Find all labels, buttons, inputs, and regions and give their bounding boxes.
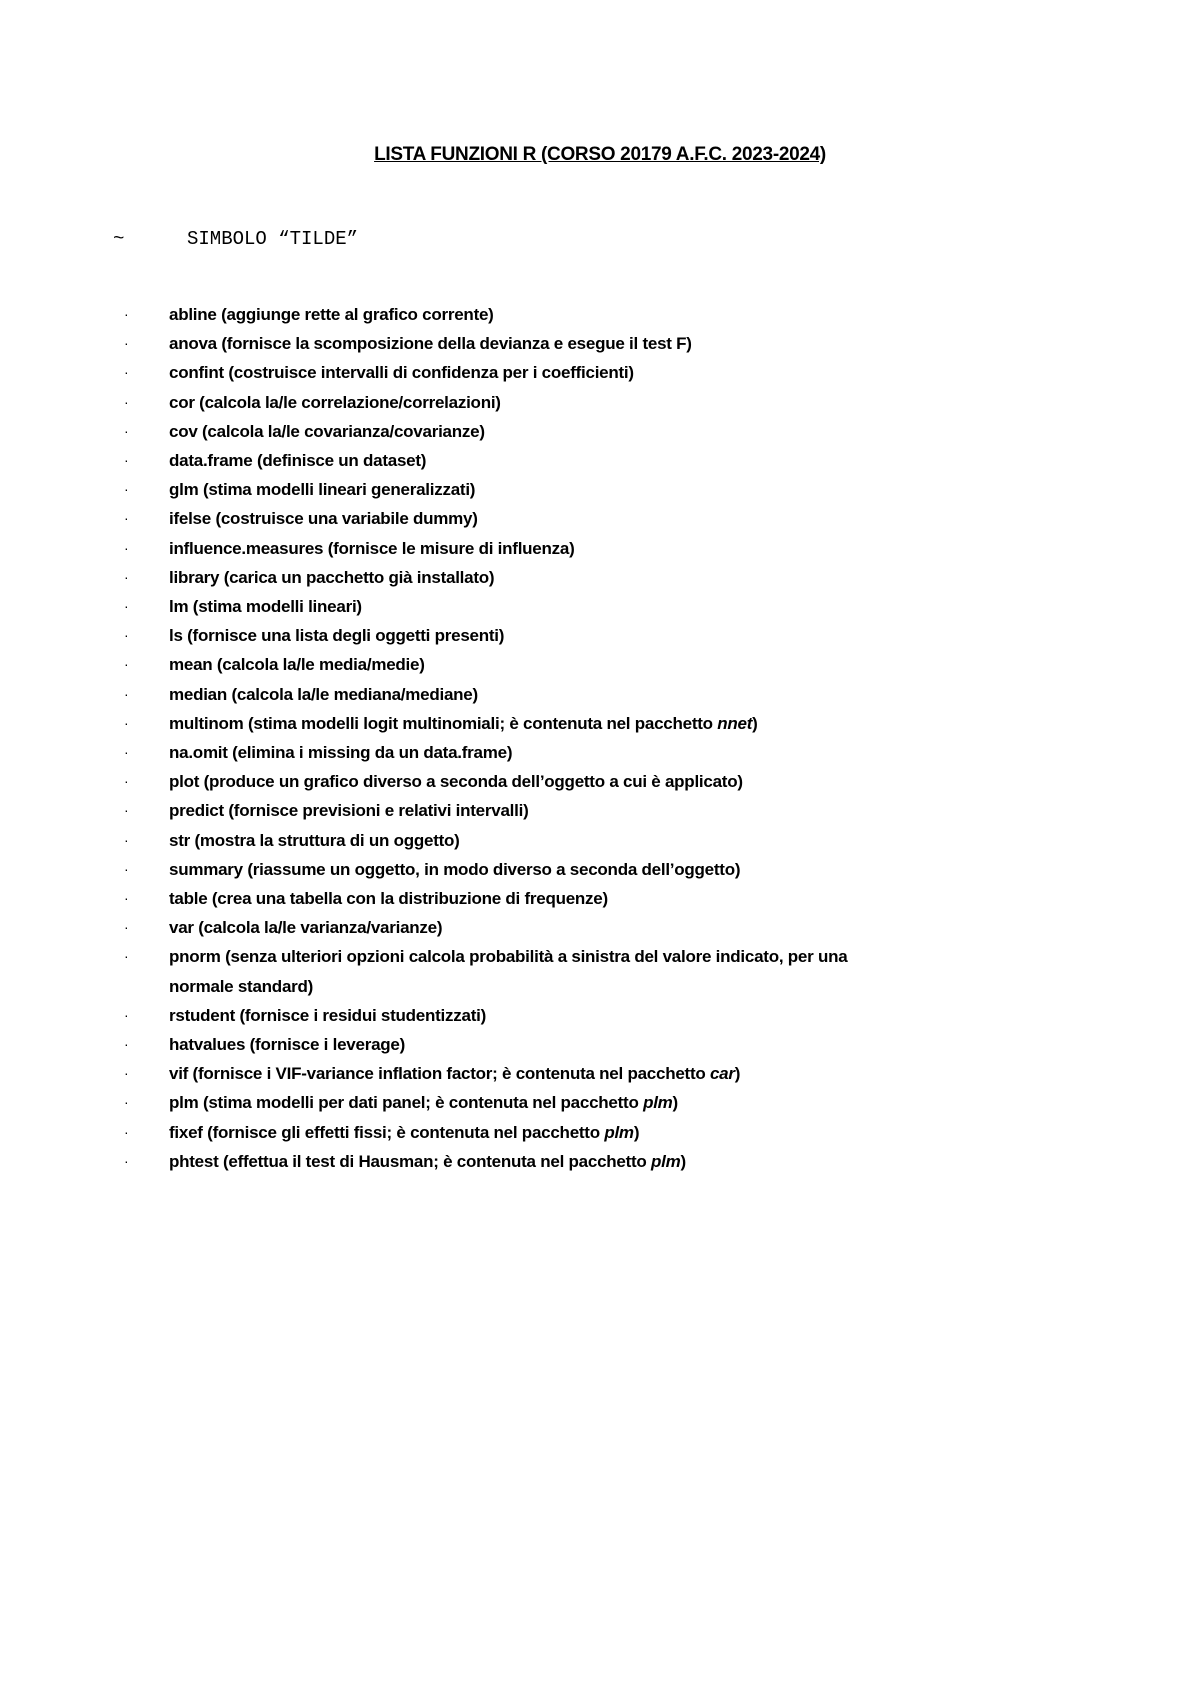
bullet-icon: · (124, 364, 129, 381)
list-item-text: pnorm (senza ulteriori opzioni calcola probabilità a sinistra del valore indicato, per una (169, 947, 848, 967)
bullet-icon: · (124, 510, 129, 527)
list-item-text: str (mostra la struttura di un oggetto) (169, 830, 460, 850)
bullet-icon: · (124, 1065, 129, 1082)
bullet-icon: · (124, 568, 129, 585)
package-name: plm (604, 1122, 634, 1142)
list-item-text: glm (stima modelli lineari generalizzati) (169, 480, 476, 500)
list-item (0, 1001, 1200, 1030)
list-item-text: rstudent (fornisce i residui studentizzati) (169, 1005, 487, 1025)
list-item-text: cor (calcola la/le correlazione/correlazioni) (169, 392, 501, 412)
bullet-icon: · (124, 831, 129, 848)
list-item (0, 1118, 1200, 1147)
list-item-text: ifelse (costruisce una variabile dummy) (169, 509, 478, 529)
bullet-icon: · (124, 802, 129, 819)
list-item (0, 796, 1200, 825)
bullet-icon: · (124, 744, 129, 761)
bullet-icon: · (124, 685, 129, 702)
bullet-icon: · (124, 1094, 129, 1111)
list-item (0, 942, 1200, 1000)
list-item-text: influence.measures (fornisce le misure di influenza) (169, 538, 575, 558)
bullet-icon: · (124, 452, 129, 469)
bullet-icon: · (124, 335, 129, 352)
bullet-icon: · (124, 948, 129, 965)
list-item (0, 563, 1200, 592)
list-item (0, 884, 1200, 913)
list-item-text: lm (stima modelli lineari) (169, 597, 362, 617)
bullet-icon: · (124, 481, 129, 498)
list-item (0, 738, 1200, 767)
list-item-text: predict (fornisce previsioni e relativi intervalli) (169, 801, 529, 821)
bullet-icon: · (124, 539, 129, 556)
list-item-suffix: ) (633, 1122, 640, 1142)
list-item (0, 1088, 1200, 1117)
list-item-text: median (calcola la/le mediana/mediane) (169, 684, 478, 704)
list-item (0, 300, 1200, 329)
list-item (0, 358, 1200, 387)
package-name: nnet (717, 713, 753, 733)
list-item-text: mean (calcola la/le media/medie) (169, 655, 425, 675)
bullet-icon: · (124, 919, 129, 936)
tilde-symbol: ~ (113, 228, 125, 250)
list-item (0, 767, 1200, 796)
list-item (0, 621, 1200, 650)
bullet-icon: · (124, 714, 129, 731)
bullet-icon: · (124, 422, 129, 439)
list-item (0, 855, 1200, 884)
list-item-text: summary (riassume un oggetto, in modo diverso a seconda dell’oggetto) (169, 859, 741, 879)
list-item-text: cov (calcola la/le covarianza/covarianze) (169, 421, 485, 441)
list-item (0, 504, 1200, 533)
list-item-text: fixef (fornisce gli effetti fissi; è contenuta nel pacchetto (169, 1122, 605, 1142)
list-item-suffix: ) (672, 1093, 678, 1113)
bullet-icon: · (124, 1036, 129, 1053)
list-item (0, 913, 1200, 942)
function-list (0, 300, 1200, 1176)
list-item (0, 680, 1200, 709)
bullet-icon: · (124, 627, 129, 644)
bullet-icon: · (124, 860, 129, 877)
tilde-label: SIMBOLO “TILDE” (187, 228, 359, 250)
list-item-text: data.frame (definisce un dataset) (169, 451, 427, 471)
list-item-text: anova (fornisce la scomposizione della devianza e esegue il test F) (169, 334, 692, 354)
bullet-icon: · (124, 598, 129, 615)
bullet-icon: · (124, 773, 129, 790)
list-item-text: plot (produce un grafico diverso a seconda dell’oggetto a cui è applicato) (169, 772, 743, 792)
list-item (0, 826, 1200, 855)
list-item (0, 1147, 1200, 1176)
list-item-text: confint (costruisce intervalli di confidenza per i coefficienti) (169, 363, 634, 383)
list-item-text: na.omit (elimina i missing da un data.frame) (169, 743, 513, 763)
bullet-icon: · (124, 1152, 129, 1169)
list-item-suffix: ) (734, 1064, 741, 1084)
document-title: LISTA FUNZIONI R (CORSO 20179 A.F.C. 2023-2024) (374, 144, 826, 165)
list-item-text: hatvalues (fornisce i leverage) (169, 1035, 406, 1055)
list-item (0, 650, 1200, 679)
list-item (0, 592, 1200, 621)
list-item (0, 446, 1200, 475)
list-item-text: library (carica un pacchetto già installato) (169, 567, 495, 587)
bullet-icon: · (124, 1006, 129, 1023)
list-item-text: vif (fornisce i VIF-variance inflation factor; è contenuta nel pacchetto (169, 1064, 710, 1084)
list-item-suffix: ) (752, 713, 758, 733)
list-item (0, 1030, 1200, 1059)
package-name: car (709, 1064, 735, 1084)
list-item (0, 1059, 1200, 1088)
list-item (0, 329, 1200, 358)
bullet-icon: · (124, 1123, 129, 1140)
list-item (0, 417, 1200, 446)
bullet-icon: · (124, 393, 129, 410)
package-name: plm (643, 1093, 673, 1113)
list-item (0, 388, 1200, 417)
list-item-text: abline (aggiunge rette al grafico corrente) (169, 305, 494, 324)
list-item-text: ls (fornisce una lista degli oggetti presenti) (169, 626, 505, 646)
list-item-continuation: normale standard) (169, 976, 314, 996)
list-item (0, 709, 1200, 738)
list-item-text: table (crea una tabella con la distribuzione di frequenze) (169, 889, 608, 909)
bullet-icon: · (124, 306, 129, 322)
package-name: plm (651, 1151, 681, 1171)
list-item-text: var (calcola la/le varianza/varianze) (169, 918, 443, 938)
list-item-text: plm (stima modelli per dati panel; è contenuta nel pacchetto (169, 1093, 644, 1113)
tilde-line (113, 228, 358, 250)
list-item-text: phtest (effettua il test di Hausman; è contenuta nel pacchetto (169, 1151, 652, 1171)
list-item (0, 534, 1200, 563)
bullet-icon: · (124, 656, 129, 673)
list-item-suffix: ) (680, 1151, 686, 1171)
list-item (0, 475, 1200, 504)
bullet-icon: · (124, 890, 129, 907)
list-item-text: multinom (stima modelli logit multinomiali; è contenuta nel pacchetto (169, 713, 718, 733)
